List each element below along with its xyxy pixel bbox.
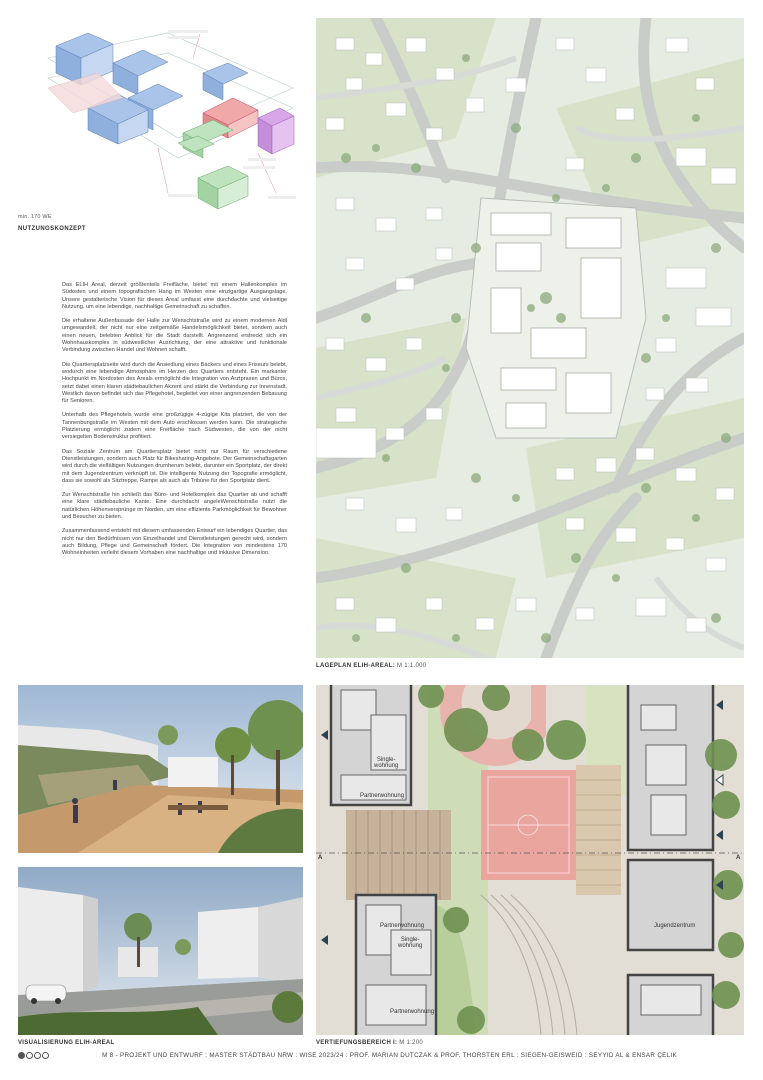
label-single-apartment: Single- wohnung bbox=[374, 757, 399, 769]
paragraph: Das ELIH Areal, derzeit größtenteils Freifläche, bietet mit einem Hallenkomplex im Südosten und einem topografischen Hang im Westen eine einzigartige Ausgangslage. Unsere gestalterische Vision für dieses Areal umfasst eine durchdachte und vielseitige Nutzung, um eine lebendige, nachhaltige Gemeinschaft zu schaffen. bbox=[62, 282, 287, 310]
detail-caption-scale: M 1:200 bbox=[399, 1040, 424, 1046]
paragraph: Die erhaltene Außenfassade der Halle zur Wenschtstraße wird zu einem modernen Aldi umgewandelt, der nicht nur eine zeitgemäße Handelsmöglichkeit bietet, sondern auch einen neuen, belebten Anblick für die Stadt darstellt. Angrenzend erstreckt sich ein Wohnhauskomplex in südwestlicher Ausrichtung, der eine attraktive und funktionale Verbindung zwischen Handel und Wohnen schafft. bbox=[62, 318, 287, 354]
concept-text bbox=[62, 282, 287, 565]
paragraph: Zur Wenschtstraße hin schließt das Büro- und Hotelkomplex das Quartier ab und schafft eine klare städtebauliche Kante. Eine durchdacht angeleWenschtstraße nutzt die natürlichen Höhenversprünge im Norden, um eine effiziente Parkmöglichkeit für Bewohner und Besucher zu bieten. bbox=[62, 492, 287, 521]
paragraph: Zusammenfassend entsteht mit diesem umfassenden Entwurf ein lebendiges Quartier, das nicht nur den Bedürfnissen von Einzelhandel und Dienstleistungen gerecht wird, sondern auch Bildung, Pflege und Gemeinschaft fördert. Die Integration von mindestens 170 Wohneinheiten verleiht diesem Vorhaben eine nachhaltige und inklusive Dimension. bbox=[62, 528, 287, 557]
footer-credits: M 8 - PROJEKT UND ENTWURF : MASTER STÄDTBAU NRW : WISE 2023/24 : PROF. MARIAN DUTCZAK & PROF. THORSTEN ERL : SIEGEN-GEISWEID : SEYYID AL & ENSAR ÇELIK bbox=[102, 1052, 678, 1060]
siteplan-caption-scale: M 1:1.000 bbox=[396, 663, 427, 669]
page-dot bbox=[26, 1052, 33, 1059]
section-mark-right: A bbox=[736, 855, 741, 861]
label-youth-center: Jugendzentrum bbox=[654, 923, 696, 929]
paragraph: Die Quartiersplatzseite wird durch die Ansiedlung eines Bäckers und eines Friseurs belebt, wodurch eine lebendige Atmosphäre im Herzen des Quartiers entsteht. Ein markanter Hochpunkt im Nordosten des Areals ermöglicht die Integration von Arztpraxen und Büros, setzt dabei einen klaren städtebaulichen Akzent und stärkt die Verbindung zur Innenstadt. Westlich davon befindet sich das Pflegehotel, begleitet von einer angrenzenden Bebauung für Senioren. bbox=[62, 361, 287, 405]
label-single-apartment: Single- wohnung bbox=[398, 937, 423, 949]
site-plan bbox=[316, 18, 744, 658]
label-partner-apartment: Partnerwohnung bbox=[390, 1009, 435, 1015]
paragraph: Das Soziale Zentrum am Quartiersplatz bietet nicht nur Raum für verschiedene Dienstleistungen, sondern auch Platz für Bikesharing-Angebote. Der Gemeinschaftsgarten wird durch die vielfältigen Nutzungen drumherum belebt, darunter ein Sportplatz, der direkt mit dem Jugendzentrum verknüpft ist. Die intelligente Nutzung der Topografie ermöglicht, dass sie sowohl als Sitztreppe, Rampe als auch als Tribüne für den Sportplatz dient. bbox=[62, 448, 287, 484]
paragraph: Unterhalb des Pflegehotels wurde eine großzügige 4-zügige Kita platziert, die von der Tannenbungstraße im Westen mit dem Auto erschlossen werden kann. Die strategische Platzierung ermöglicht zudem eine Freifläche nach Südwesten, die von der nicht versiegelten Bodenstruktur profitiert. bbox=[62, 412, 287, 441]
detail-caption bbox=[316, 1040, 423, 1046]
page-indicator bbox=[18, 1052, 50, 1059]
siteplan-caption bbox=[316, 663, 426, 669]
section-mark-left: A bbox=[318, 855, 323, 861]
use-concept-diagram bbox=[18, 18, 303, 213]
renders-caption: VISUALISIERUNG ELIH-AREAL bbox=[18, 1040, 115, 1046]
site-plan-drawing bbox=[316, 18, 744, 658]
detail-plan bbox=[316, 685, 744, 1035]
label-partner-apartment: Partnerwohnung bbox=[380, 923, 425, 929]
visualization-plaza bbox=[18, 685, 303, 853]
page-dot bbox=[34, 1052, 41, 1059]
detail-caption-title: VERTIEFUNGSBEREICH I: bbox=[316, 1040, 398, 1046]
footer bbox=[18, 1052, 744, 1059]
page-dot-active bbox=[18, 1052, 25, 1059]
visualization-street bbox=[18, 867, 303, 1035]
siteplan-caption-title: LAGEPLAN ELIH-AREAL: bbox=[316, 663, 395, 669]
page-dot bbox=[42, 1052, 49, 1059]
detail-plan-drawing bbox=[316, 685, 744, 1035]
diagram-title: NUTZUNGSKONZEPT bbox=[18, 226, 86, 232]
unit-count: min. 170 WE bbox=[18, 214, 52, 220]
label-partner-apartment: Partnerwohnung bbox=[360, 793, 405, 799]
